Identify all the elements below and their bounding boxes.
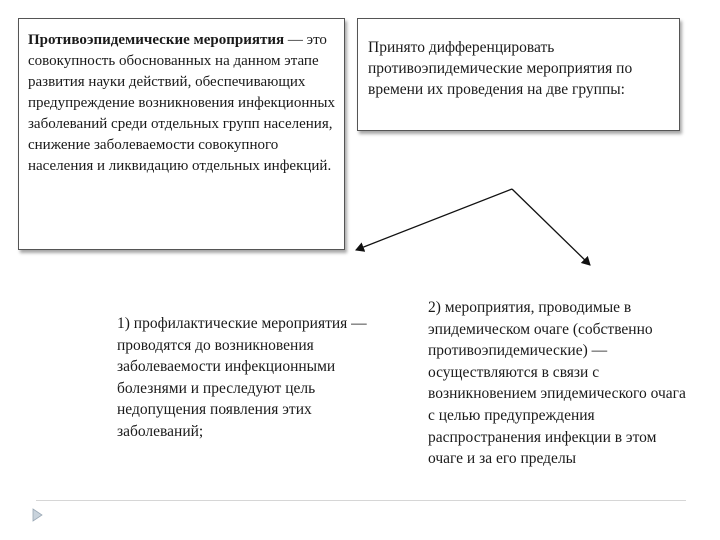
group-2-text: 2) мероприятия, проводимые в эпидемическом очаге (собственно противоэпидемические) — осуществляются в связи с возникновением эпидемического очага с целью предупреждения распространения инфекции в этом очаге и за его пределы	[428, 299, 686, 468]
triangle-bullet-icon	[32, 508, 44, 522]
arrow-to-group-2	[512, 189, 590, 265]
definition-body: — это совокупность обоснованных на данном этапе развития науки действий, обеспечивающих предупреждение возникновения инфекционных заболеваний среди отдельных групп населения, снижение заболеваемости совокупного населения и ликвидацию отдельных инфекций.	[28, 32, 335, 174]
group-1-text: 1) профилактические мероприятия — проводятся до возникновения заболеваемости инфекционными болезнями и преследуют цель недопущения появления этих заболеваний;	[117, 315, 367, 440]
classification-note: Принято дифференцировать противоэпидемические мероприятия по времени их проведения на две группы:	[368, 39, 633, 98]
definition-term: Противоэпидемические мероприятия	[28, 32, 285, 48]
slide-divider	[36, 500, 686, 501]
arrow-to-group-1	[356, 189, 512, 250]
